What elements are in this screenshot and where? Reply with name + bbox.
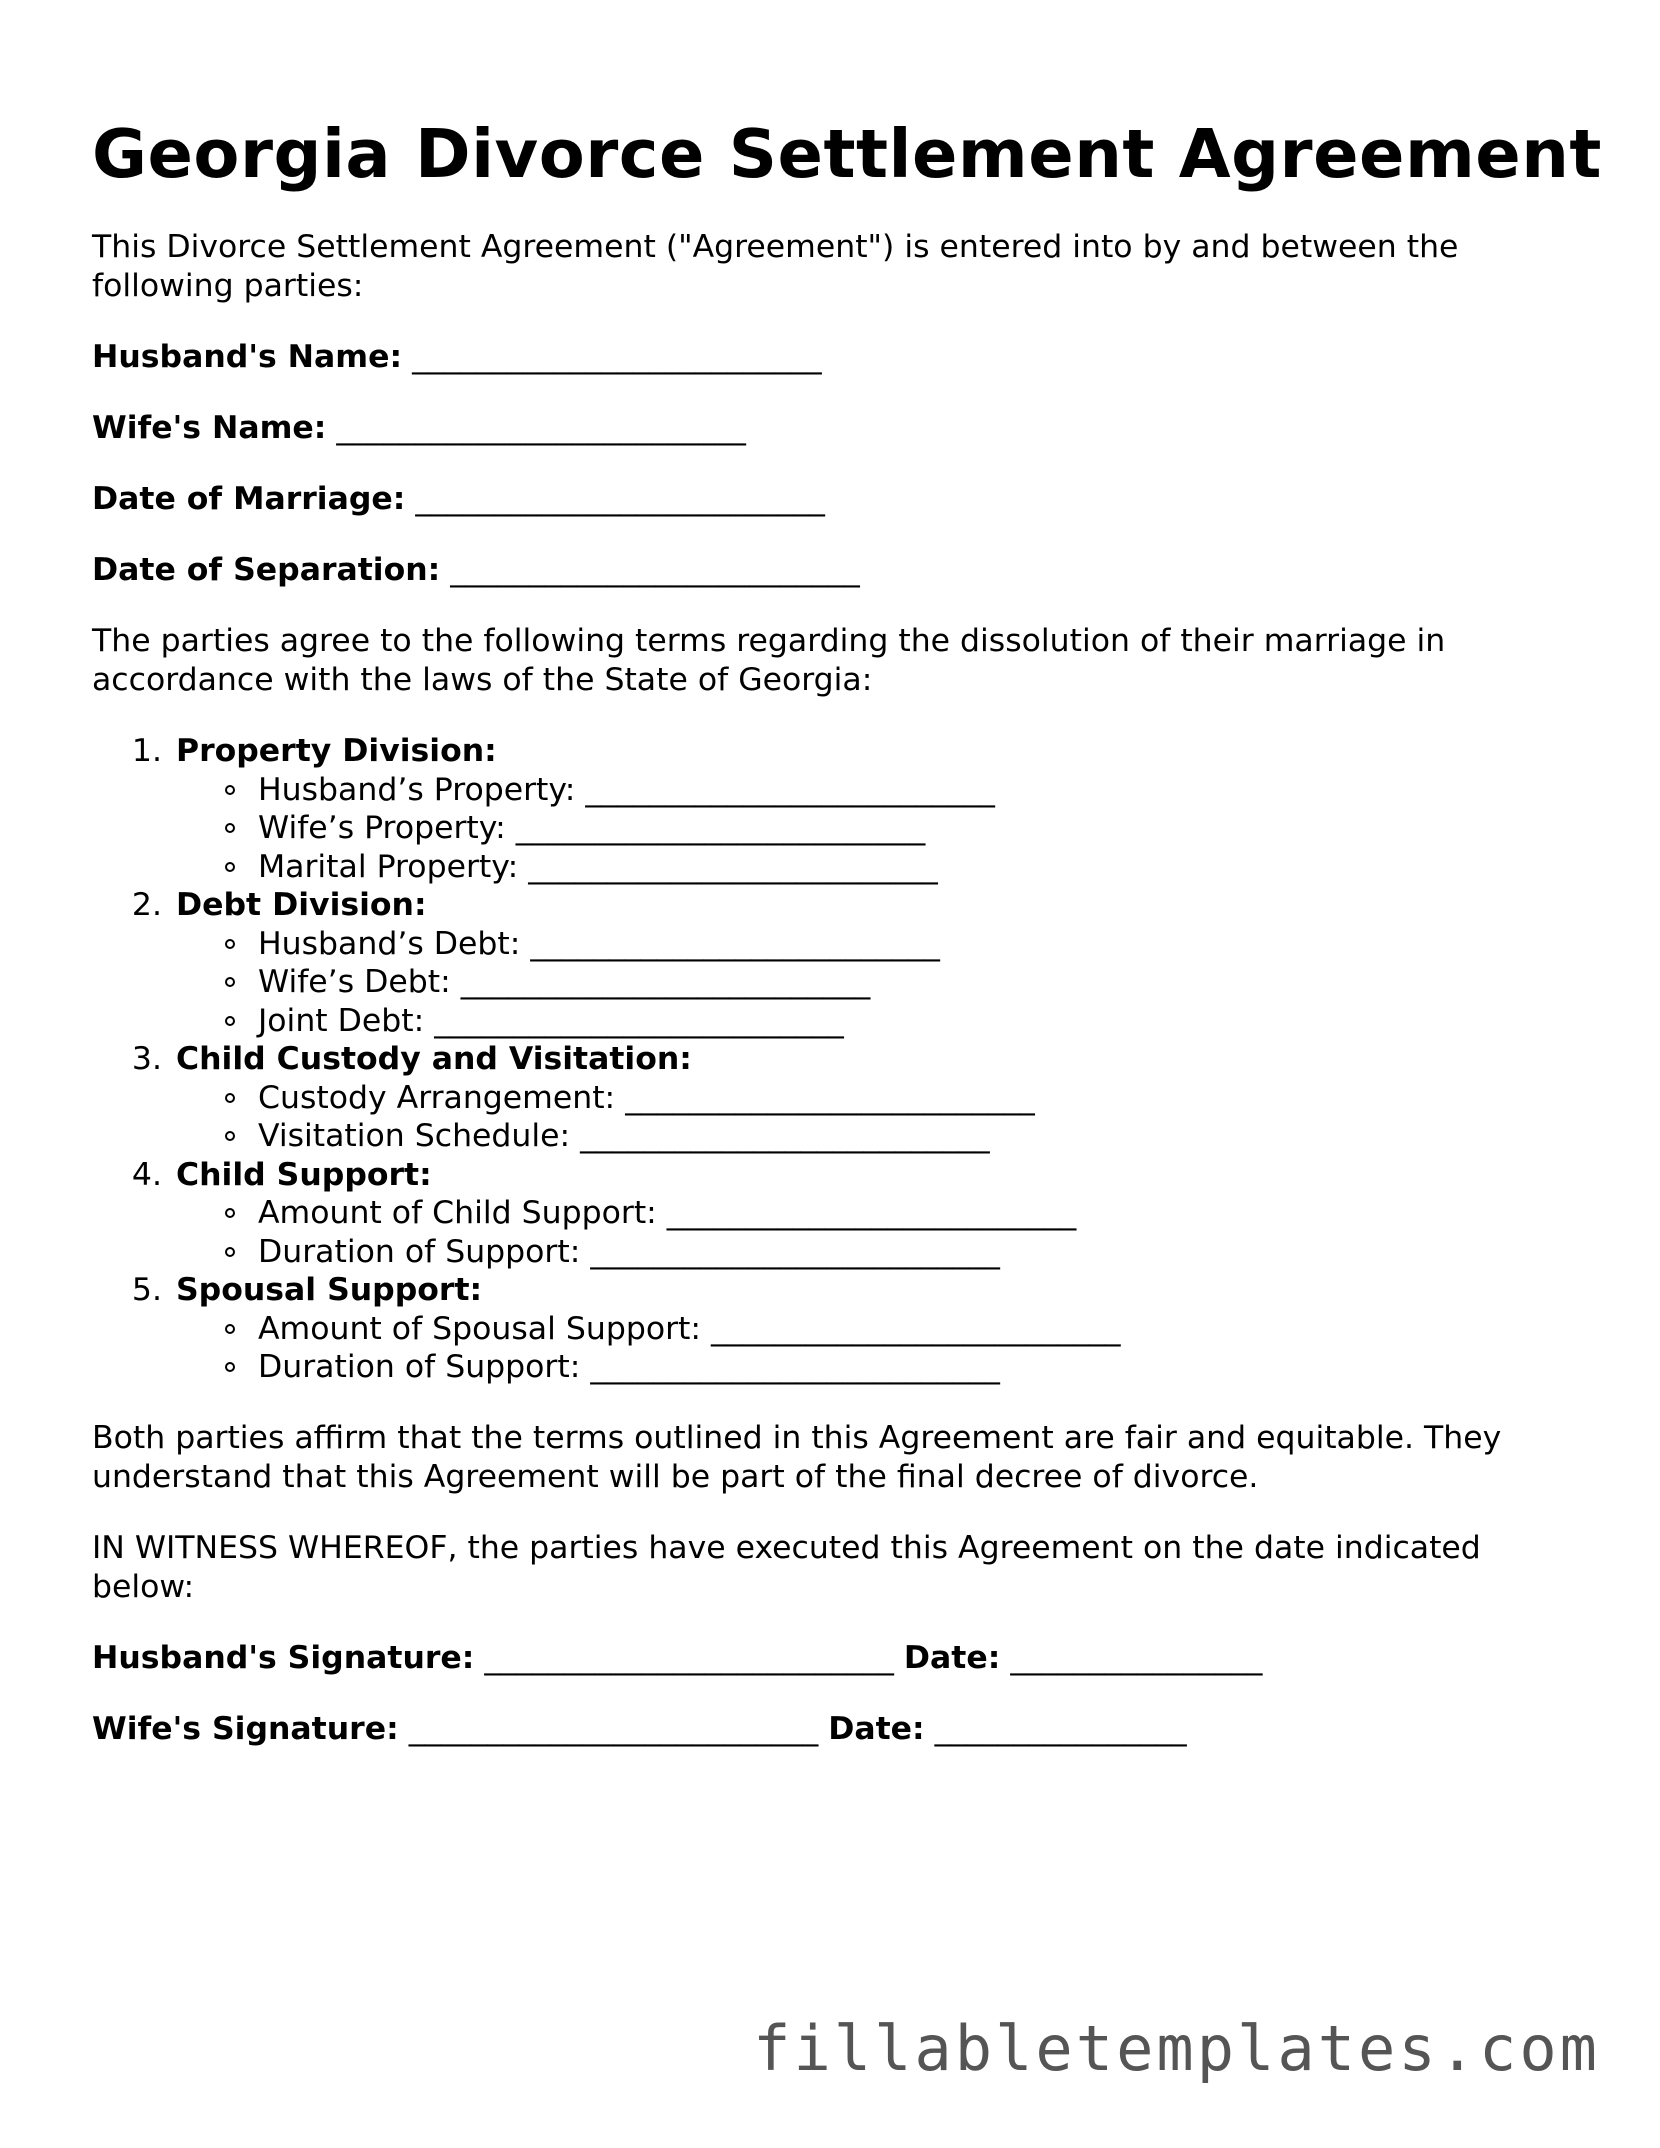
wife-name-field[interactable]: [92, 409, 1592, 448]
fill-line[interactable]: __________________________: [590, 1233, 1000, 1270]
fill-line[interactable]: __________________________: [434, 1002, 844, 1039]
field-label: Date of Marriage:: [92, 481, 406, 517]
field-label: Husband's Name:: [92, 339, 403, 375]
item-label: Visitation Schedule:: [258, 1118, 571, 1154]
fill-line[interactable]: __________________________: [460, 964, 871, 1000]
list-item[interactable]: [258, 1348, 1592, 1387]
item-label: Wife’s Property:: [258, 810, 506, 846]
fill-line[interactable]: __________________________: [585, 771, 995, 808]
fill-line[interactable]: __________________________: [412, 339, 822, 375]
section-child-custody: [172, 1040, 1592, 1156]
item-label: Marital Property:: [258, 848, 519, 885]
document-title: Georgia Divorce Settlement Agreement: [92, 115, 1602, 193]
list-item[interactable]: [258, 1002, 1592, 1041]
item-label: Husband’s Property:: [258, 771, 576, 808]
list-item[interactable]: [258, 963, 1592, 1002]
fill-line[interactable]: __________________________: [450, 552, 860, 588]
section-title: Child Support:: [176, 1156, 432, 1193]
item-label: Custody Arrangement:: [258, 1079, 616, 1116]
item-label: Duration of Support:: [258, 1349, 581, 1385]
field-label: Wife's Name:: [92, 410, 327, 446]
sub-items: [176, 1079, 1592, 1156]
date-label: Date:: [828, 1710, 925, 1747]
fill-line[interactable]: __________________________: [580, 1118, 990, 1154]
section-spousal-support: [172, 1271, 1592, 1387]
fill-line[interactable]: __________________________: [515, 810, 926, 846]
fill-line[interactable]: __________________________: [666, 1195, 1077, 1231]
section-child-support: [172, 1156, 1592, 1272]
intro-paragraph: This Divorce Settlement Agreement ("Agreement") is entered into by and between the following parties:: [92, 229, 1459, 304]
date-line[interactable]: ________________: [934, 1710, 1187, 1747]
list-item[interactable]: [258, 1194, 1592, 1233]
list-item[interactable]: [258, 1117, 1592, 1156]
signature-label: Husband's Signature:: [92, 1639, 475, 1676]
list-item[interactable]: [258, 848, 1592, 887]
fill-line[interactable]: __________________________: [590, 1349, 1000, 1385]
terms-intro-paragraph: The parties agree to the following terms regarding the dissolution of their marriage in accordance with the laws of the State of Georgia:: [92, 623, 1446, 698]
watermark-text: fillabletemplates.com: [753, 2012, 1600, 2085]
wife-signature-row[interactable]: [92, 1710, 1592, 1749]
document-page: [92, 110, 1602, 1749]
item-label: Amount of Spousal Support:: [258, 1310, 702, 1347]
section-property-division: [172, 732, 1592, 886]
section-title: Spousal Support:: [176, 1272, 483, 1308]
item-label: Wife’s Debt:: [258, 964, 451, 1000]
field-label: Date of Separation:: [92, 552, 441, 588]
sub-items: [176, 1194, 1592, 1271]
signature-line[interactable]: __________________________: [408, 1710, 819, 1747]
date-of-separation-field[interactable]: [92, 551, 1592, 590]
fill-line[interactable]: __________________________: [530, 925, 940, 962]
section-title: Property Division:: [176, 733, 497, 769]
signature-label: Wife's Signature:: [92, 1710, 399, 1747]
witness-paragraph: IN WITNESS WHEREOF, the parties have executed this Agreement on the date indicated below:: [92, 1529, 1481, 1605]
fill-line[interactable]: __________________________: [336, 410, 746, 446]
sub-items: [176, 771, 1592, 887]
husband-name-field[interactable]: [92, 338, 1592, 377]
list-item[interactable]: [258, 1233, 1592, 1272]
fill-line[interactable]: __________________________: [528, 848, 938, 885]
item-label: Joint Debt:: [258, 1002, 425, 1039]
list-item[interactable]: [258, 1079, 1592, 1118]
list-item[interactable]: [258, 771, 1592, 810]
list-item[interactable]: [258, 809, 1592, 848]
husband-signature-row[interactable]: [92, 1639, 1592, 1678]
list-item[interactable]: [258, 925, 1592, 964]
item-label: Husband’s Debt:: [258, 925, 521, 962]
fill-line[interactable]: __________________________: [625, 1079, 1035, 1116]
sub-items: [176, 1310, 1592, 1387]
date-line[interactable]: ________________: [1010, 1639, 1263, 1676]
item-label: Duration of Support:: [258, 1233, 581, 1270]
terms-list: [92, 732, 1592, 1387]
fill-line[interactable]: __________________________: [415, 481, 825, 517]
item-label: Amount of Child Support:: [258, 1195, 657, 1231]
signature-line[interactable]: __________________________: [484, 1639, 894, 1676]
date-of-marriage-field[interactable]: [92, 480, 1592, 519]
fill-line[interactable]: __________________________: [711, 1310, 1121, 1347]
sub-items: [176, 925, 1592, 1041]
affirmation-paragraph: Both parties affirm that the terms outlined in this Agreement are fair and equitable. They understand that this Agreement will be part of the final decree of divorce.: [92, 1419, 1502, 1495]
list-item[interactable]: [258, 1310, 1592, 1349]
section-debt-division: [172, 886, 1592, 1040]
date-label: Date:: [903, 1639, 1001, 1676]
section-title: Debt Division:: [176, 887, 427, 923]
section-title: Child Custody and Visitation:: [176, 1041, 692, 1077]
